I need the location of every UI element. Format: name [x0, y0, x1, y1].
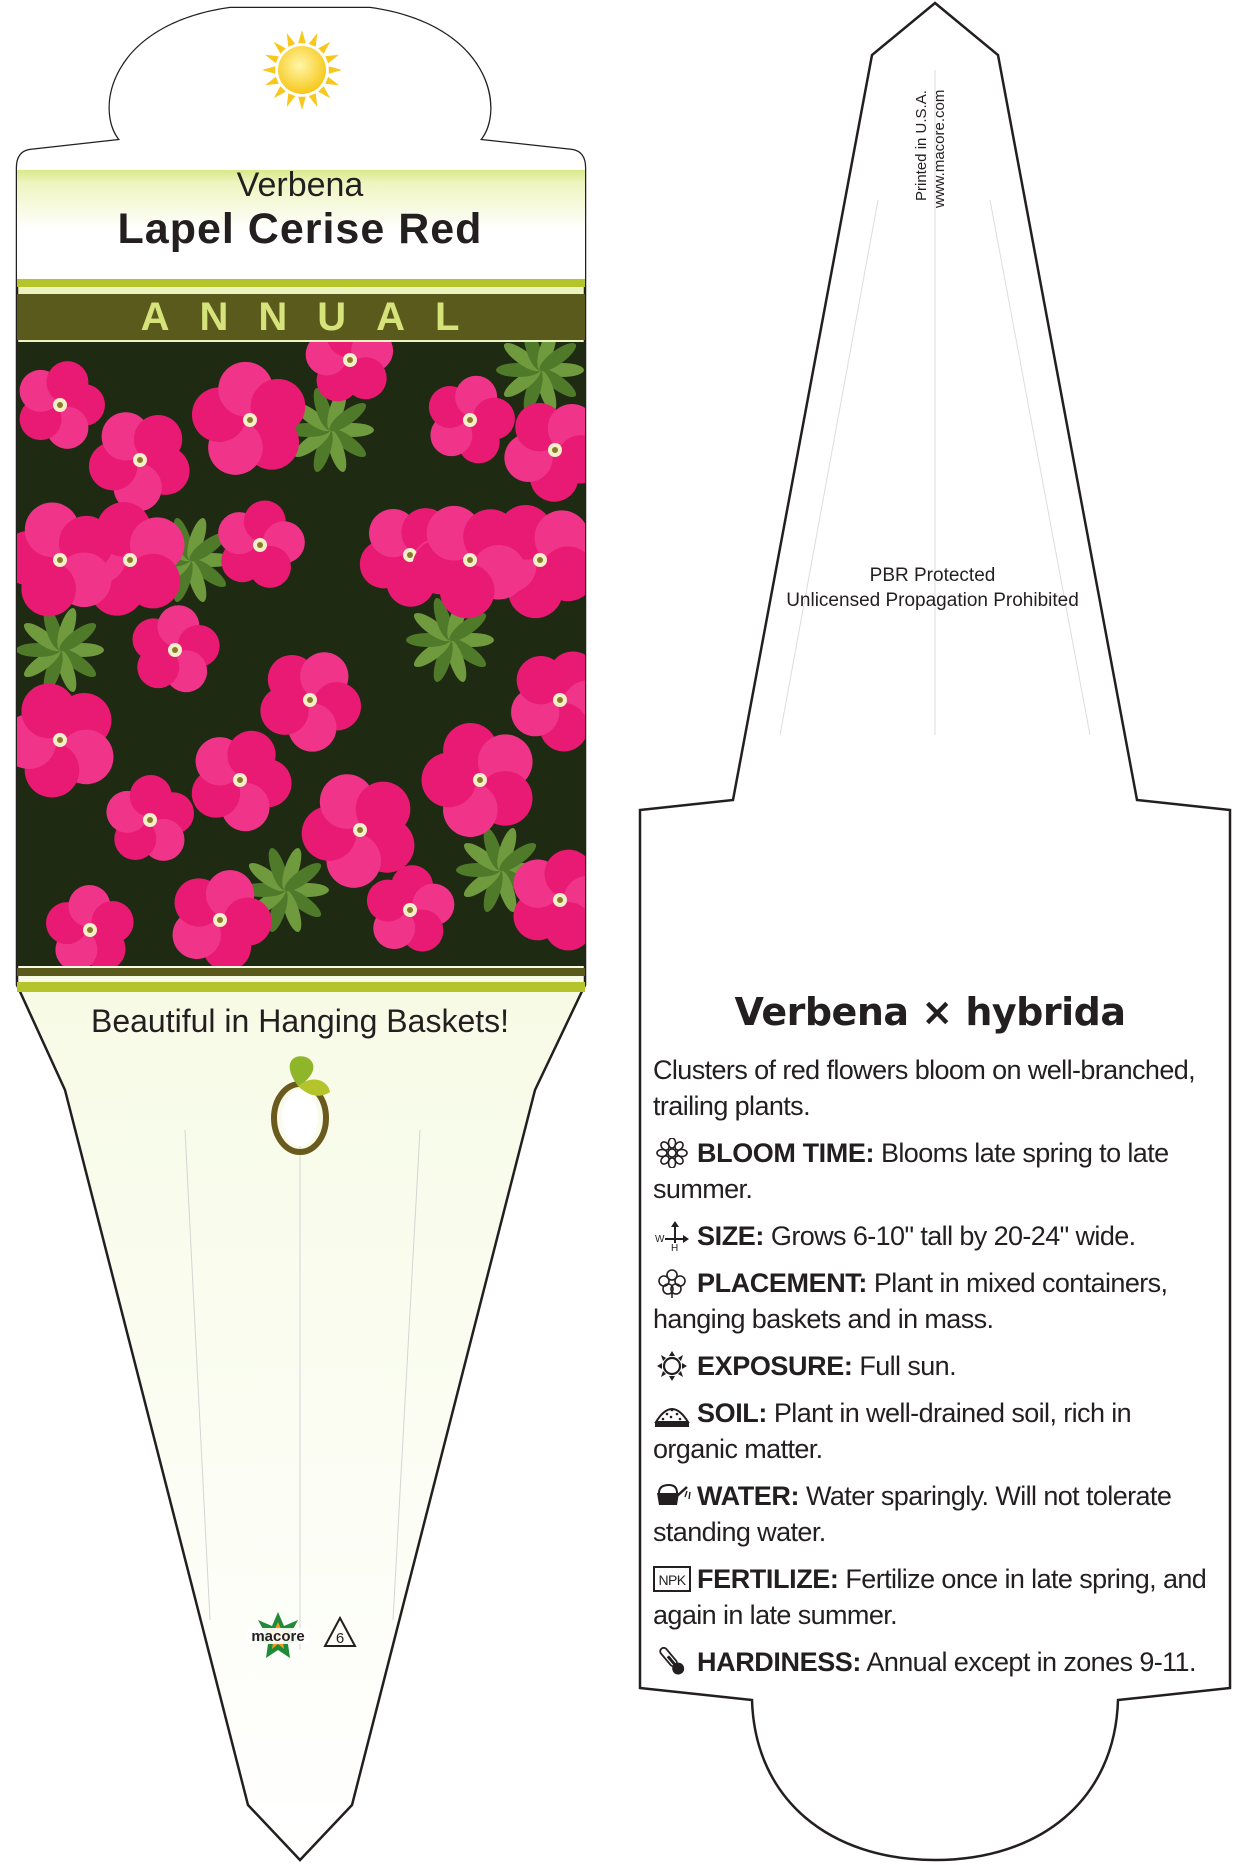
care-item-hardiness: [653, 1644, 1213, 1680]
care-item-text: Water sparingly. Will not tolerate standing water.: [653, 1481, 1172, 1547]
care-item-label: FERTILIZE:: [697, 1564, 839, 1594]
genus-name: Verbena: [236, 166, 364, 204]
pbr-line-1: PBR Protected: [869, 565, 996, 586]
care-item-text: Grows 6-10" tall by 20-24" wide.: [764, 1221, 1136, 1251]
care-item-placement: [653, 1265, 1213, 1337]
size-icon: [653, 1221, 691, 1251]
scientific-name: Verbena × hybrida: [734, 990, 1126, 1034]
care-info: [653, 1052, 1213, 1691]
website: www.macore.com: [931, 90, 948, 209]
care-item-text: Plant in mixed containers, hanging baskets and in mass.: [653, 1268, 1168, 1334]
care-item-label: EXPOSURE:: [697, 1351, 853, 1381]
placement-icon: [653, 1268, 691, 1298]
care-item-text: Plant in well-drained soil, rich in organic matter.: [653, 1398, 1132, 1464]
svg-text:H: H: [671, 1243, 678, 1251]
care-item-size: [653, 1218, 1213, 1254]
care-item-text: Blooms late spring to late summer.: [653, 1138, 1169, 1204]
recycle-icon: [325, 1618, 355, 1647]
care-item-text: Full sun.: [852, 1351, 956, 1381]
variety-name: Lapel Cerise Red: [117, 205, 483, 253]
pbr-notice: [730, 563, 1135, 613]
npk-icon: [653, 1564, 691, 1594]
description: Clusters of red flowers bloom on well-branched, trailing plants.: [653, 1055, 1196, 1121]
care-item-label: SIZE:: [697, 1221, 765, 1251]
recycle-code: 6: [335, 1630, 345, 1647]
tagline: Beautiful in Hanging Baskets!: [90, 1003, 510, 1039]
care-item-label: WATER:: [697, 1481, 800, 1511]
care-item-fertilize: [653, 1561, 1213, 1633]
care-item-text: Fertilize once in late spring, and again in late summer.: [653, 1564, 1207, 1630]
care-item-label: SOIL:: [697, 1398, 767, 1428]
flower-photo: [2, 315, 612, 971]
care-item-text: Annual except in zones 9-11.: [861, 1647, 1196, 1677]
care-item-soil: [653, 1395, 1213, 1467]
care-item-label: BLOOM TIME:: [697, 1138, 875, 1168]
care-item-label: PLACEMENT:: [697, 1268, 867, 1298]
macore-logo: [244, 1604, 364, 1664]
watering-can-icon: [653, 1481, 691, 1511]
brand-name: macore: [251, 1628, 305, 1645]
thermometer-icon: [653, 1647, 691, 1677]
front-tag: [2, 8, 612, 1860]
printed-in: Printed in U.S.A.: [913, 90, 930, 201]
flower-icon: [653, 1138, 691, 1168]
care-item-label: HARDINESS:: [697, 1647, 862, 1677]
sun-outline-icon: [653, 1351, 691, 1381]
care-item-water: [653, 1478, 1213, 1550]
print-info: [913, 90, 965, 250]
soil-icon: [653, 1398, 691, 1428]
svg-text:NPK: NPK: [658, 1572, 686, 1588]
sun-icon: [262, 30, 342, 110]
category-banner: ANNUAL: [140, 295, 490, 339]
care-item-exposure: [653, 1348, 1213, 1384]
svg-text:W: W: [655, 1234, 664, 1245]
pbr-line-2: Unlicensed Propagation Prohibited: [786, 590, 1079, 611]
care-item-bloom-time: [653, 1135, 1213, 1207]
